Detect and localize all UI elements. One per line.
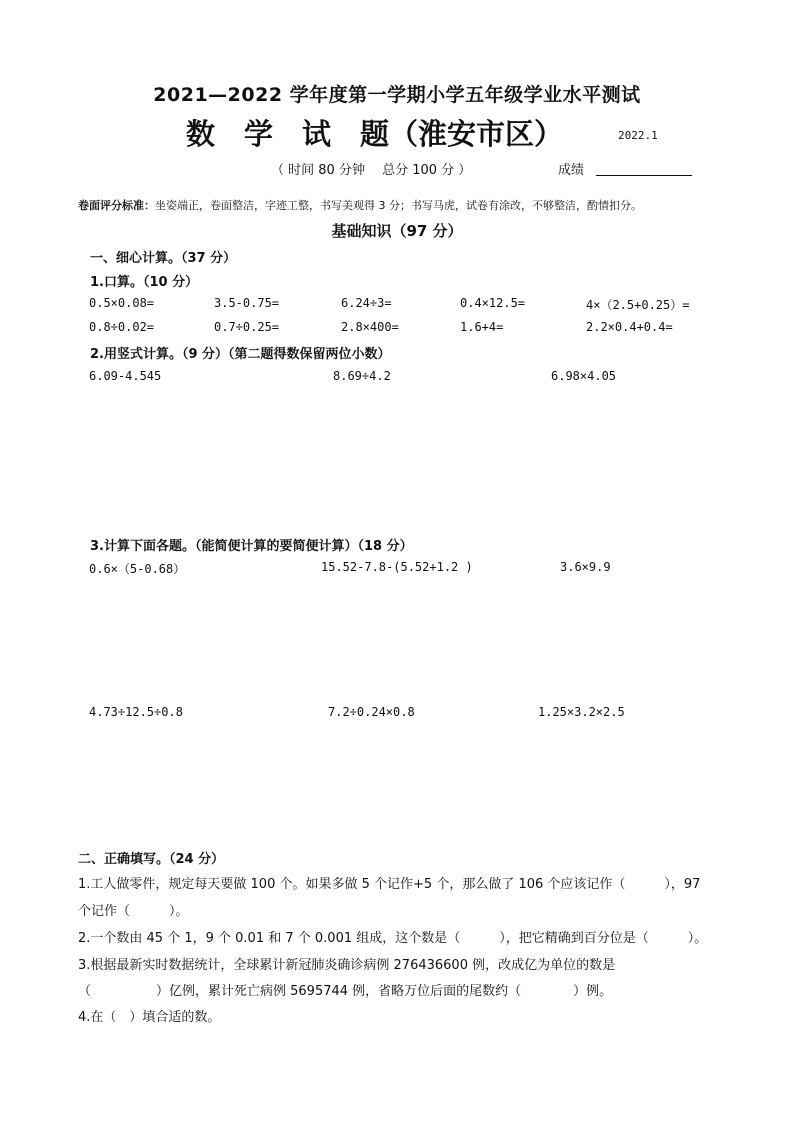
oral-problem: 0.8÷0.02= [89,320,155,334]
fill-blank-line: 1.工人做零件，规定每天要做 100 个。如果多做 5 个记作+5 个，那么做了 106 个应该记作（ ），97 [78,877,701,892]
vertical-calc-problem: 6.98×4.05 [551,369,617,383]
grading-standard [78,197,642,213]
fill-blank-line: 2.一个数由 45 个 1，9 个 0.01 和 7 个 0.001 组成，这个数是（ ），把它精确到百分位是（ ）。 [78,931,708,946]
simplify-problem: 1.25×3.2×2.5 [538,705,625,719]
oral-problem: 1.6+4= [460,320,504,334]
q2-heading: 2.用竖式计算。（9 分）（第二题得数保留两位小数） [90,347,391,362]
grading-standard-label: 卷面评分标准： [78,199,155,212]
simplify-problem: 7.2÷0.24×0.8 [328,705,415,719]
vertical-calc-problem: 8.69÷4.2 [333,369,391,383]
simplify-problem: 4.73÷12.5÷0.8 [89,705,183,719]
part1-heading: 一、细心计算。（37 分） [90,251,237,266]
oral-problem: 4×（2.5+0.25）= [586,298,690,312]
section-title: 基础知识（97 分） [331,222,463,240]
score-blank-line [596,175,692,176]
part2-heading: 二、正确填写。（24 分） [78,852,225,867]
grading-standard-text: 坐姿端正，卷面整洁，字迹工整，书写美观得 3 分；书写马虎，试卷有涂改，不够整洁，酌情扣分。 [155,199,642,212]
oral-problem: 0.4×12.5= [460,296,526,310]
oral-problem: 2.8×400= [341,320,399,334]
simplify-problem: 15.52-7.8-(5.52+1.2 ) [321,560,473,574]
oral-problem: 0.5×0.08= [89,296,155,310]
exam-date: 2022.1 [618,129,658,142]
q1-heading: 1.口算。（10 分） [90,275,199,290]
vertical-calc-problem: 6.09-4.545 [89,369,162,383]
fill-blank-line: （ ）亿例，累计死亡病例 5695744 例，省略万位后面的尾数约（ ）例。 [78,984,613,999]
exam-subject-title: 数 学 试 题（淮安市区） [186,117,564,151]
simplify-problem: 0.6×（5-0.68） [89,562,186,576]
oral-problem: 6.24÷3= [341,296,392,310]
fill-blank-line: 个记作（ ）。 [78,904,189,919]
simplify-problem: 3.6×9.9 [560,560,611,574]
q3-heading: 3.计算下面各题。（能简便计算的要简便计算）（18 分） [90,539,413,554]
oral-problem: 0.7÷0.25= [214,320,280,334]
score-label: 成绩 [558,163,585,178]
fill-blank-line: 4.在（ ）填合适的数。 [78,1010,221,1025]
oral-problem: 2.2×0.4+0.4= [586,320,673,334]
fill-blank-line: 3.根据最新实时数据统计，全球累计新冠肺炎确诊病例 276436600 例，改成亿为单位的数是 [78,958,616,973]
exam-title: 2021—2022 学年度第一学期小学五年级学业水平测试 [153,84,641,106]
time-info: （ 时间 80 分钟 总分 100 分 ） [271,163,472,178]
oral-problem: 3.5-0.75= [214,296,280,310]
